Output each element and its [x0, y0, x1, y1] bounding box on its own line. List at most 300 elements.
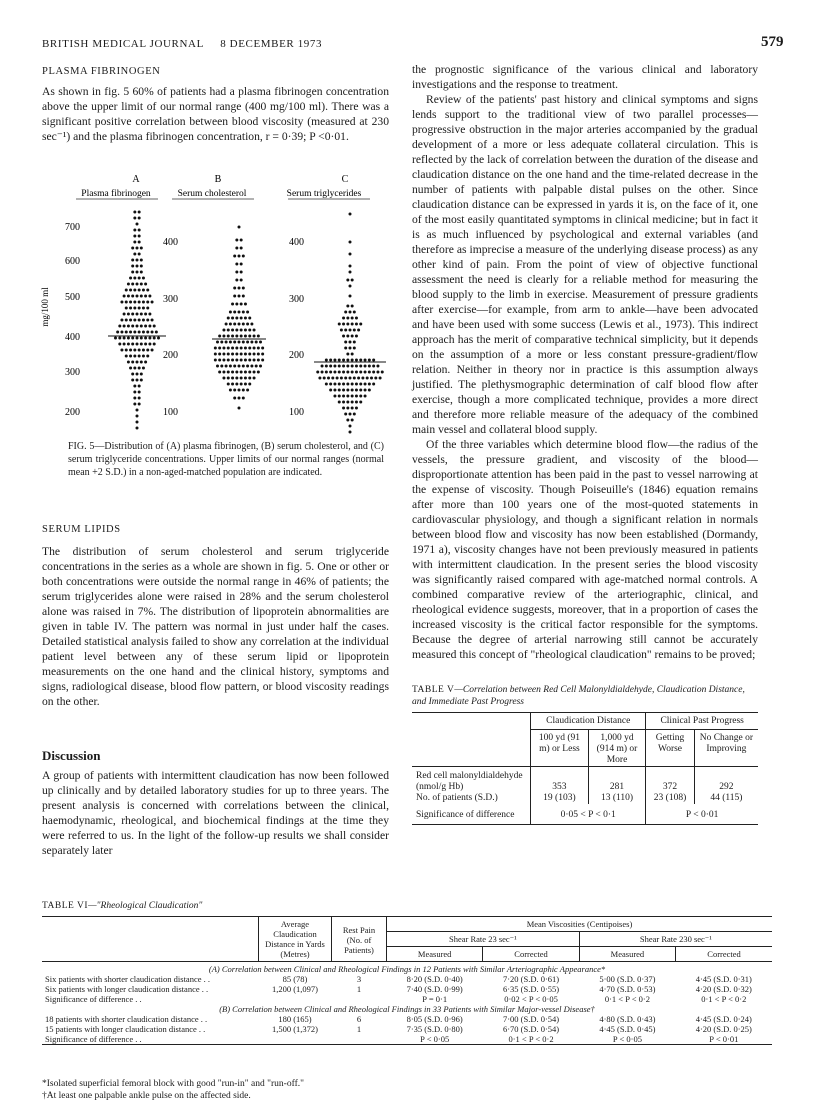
data-dot — [257, 371, 260, 374]
t6-cell: 18 patients with shorter claudication distance . . — [45, 1014, 208, 1024]
data-dot — [368, 365, 371, 368]
data-dot — [151, 331, 154, 334]
data-dot — [359, 389, 362, 392]
data-dot — [138, 217, 141, 220]
y-axis-label: mg/100 ml — [40, 287, 50, 327]
data-dot — [346, 407, 349, 410]
data-dot — [355, 335, 358, 338]
data-dot — [146, 289, 149, 292]
data-dot — [146, 301, 149, 304]
table-6-title: TABLE VI—"Rheological Claudication" — [42, 901, 203, 911]
data-dot — [261, 347, 264, 350]
data-dot — [359, 365, 362, 368]
data-dot — [325, 359, 328, 362]
data-dot — [235, 377, 238, 380]
data-dot — [144, 325, 147, 328]
data-dot — [216, 365, 219, 368]
tick-c-200: 200 — [289, 350, 304, 361]
data-dot — [218, 347, 221, 350]
data-dot — [257, 353, 260, 356]
data-dot — [218, 359, 221, 362]
tick-a-600: 600 — [65, 256, 80, 267]
data-dot — [353, 311, 356, 314]
t6-cell: 4·70 (S.D. 0·53) — [599, 984, 656, 994]
data-dot — [222, 377, 225, 380]
data-dot — [235, 263, 238, 266]
data-dot — [349, 425, 352, 428]
data-dot — [372, 365, 375, 368]
t6-cell — [332, 1034, 387, 1045]
data-dot — [359, 359, 362, 362]
data-dot — [214, 359, 217, 362]
data-dot — [349, 285, 352, 288]
data-dot — [140, 265, 143, 268]
data-dot — [346, 353, 349, 356]
data-dot — [120, 301, 123, 304]
data-dot — [240, 335, 243, 338]
table-5-caption: Correlation between Red Cell Malonyldialdehyde, Claudication Distance, and Immediate Past Progress — [412, 685, 745, 707]
data-dot — [338, 389, 341, 392]
data-dot — [138, 385, 141, 388]
right-para-2: Review of the patients' past history and clinical symptoms and signs lends support to the traditional view of two parallel processes—progressive obstruction in the major arteries accompanied by the gradual development of a more or less adequate collateral circulation. This is reflected by the lack of correlation between the duration of the disease and claudication distance on the one hand and the time-related decrease in the number of patients with palpable distal pulses on the other. Since claudication distance can be expressed in yards it is, on the face of it, one of the most easily quantitated symptoms in clinical medicine; but in fact it is as much influenced by psychological and external variables (and therefore as imprecise a measure of the underlying disease process) as any other kind of pain. From the point of view of objective functional assessment the need is clearly for a reliable method for measuring the blood supply to the limb in exercise. Measurement of pressure gradients after exercise—for example, from arm to ankle—have been advocated and have been used with some success (Lewis et al., 1973). This indirect approach has the merit of comparative technical simplicity, but it depends on the assumption of a more or less constant pressure-gradient/flow relation. Neither in theory nor in practice is this assumption always justified. The plethysmographic determination of calf blood flow after exercise, though a more complicated technique, provides a more direct and therefore more reliable measure of the adequacy of the combined main vessel and collateral blood supply. — [412, 93, 758, 436]
table-row — [42, 1034, 772, 1045]
data-dot — [374, 377, 377, 380]
data-dot — [127, 295, 130, 298]
data-dot — [368, 389, 371, 392]
data-dot — [136, 421, 139, 424]
right-para-1: the prognostic significance of the various clinical and laboratory investigations and the response to treatment. — [412, 63, 758, 91]
data-dot — [225, 365, 228, 368]
t6-cell: 5·00 (S.D. 0·37) — [599, 974, 656, 984]
data-dot — [222, 371, 225, 374]
data-dot — [138, 289, 141, 292]
data-dot — [218, 371, 221, 374]
data-dot — [346, 359, 349, 362]
data-dot — [240, 383, 243, 386]
t6-cell: 7·20 (S.D. 0·61) — [502, 974, 560, 984]
data-dot — [344, 311, 347, 314]
data-dot — [257, 359, 260, 362]
data-dot — [376, 365, 379, 368]
data-dot — [340, 377, 343, 380]
t5-row-n-label: No. of patients (S.D.) — [416, 793, 498, 803]
data-dot — [131, 373, 134, 376]
data-dot — [355, 383, 358, 386]
data-dot — [349, 253, 352, 256]
data-dot — [235, 247, 238, 250]
data-dot — [235, 335, 238, 338]
data-dot — [231, 383, 234, 386]
t5-mda-value: 292 — [719, 782, 734, 792]
data-dot — [138, 241, 141, 244]
data-dot — [133, 289, 136, 292]
data-dot — [255, 365, 258, 368]
data-dot — [138, 235, 141, 238]
data-dot — [153, 325, 156, 328]
data-dot — [136, 325, 139, 328]
data-dot — [216, 341, 219, 344]
data-dot — [242, 295, 245, 298]
t6-h-measured-230: Measured — [579, 947, 675, 962]
data-dot — [342, 323, 345, 326]
t5-col-worse: Getting Worse — [646, 730, 694, 767]
t6-h-sr23: Shear Rate 23 sec⁻¹ — [387, 932, 580, 947]
data-dot — [372, 359, 375, 362]
data-dot — [364, 365, 367, 368]
data-dot — [227, 329, 230, 332]
data-dot — [259, 365, 262, 368]
data-dot — [351, 389, 354, 392]
data-dot — [151, 319, 154, 322]
data-dot — [123, 325, 126, 328]
data-dot — [344, 347, 347, 350]
data-dot — [133, 277, 136, 280]
data-dot — [368, 371, 371, 374]
data-dot — [346, 401, 349, 404]
data-dot — [244, 371, 247, 374]
tick-a-200: 200 — [65, 407, 80, 418]
t6-cell: 1,200 (1,097) — [271, 984, 319, 994]
data-dot — [346, 383, 349, 386]
data-dot — [233, 323, 236, 326]
data-dot — [129, 307, 132, 310]
data-dot — [233, 389, 236, 392]
data-dot — [349, 265, 352, 268]
t6-h-sr230: Shear Rate 230 sec⁻¹ — [579, 932, 772, 947]
data-dot — [342, 335, 345, 338]
data-dot — [244, 335, 247, 338]
data-dot — [351, 419, 354, 422]
t5-row-mda-label-text: Red cell malonyldialdehyde (nmol/g Hb) — [416, 771, 523, 792]
data-dot — [240, 279, 243, 282]
table-5-title: TABLE V—Correlation between Red Cell Malonyldialdehyde, Claudication Distance, and Immediate Past Progress — [412, 685, 745, 707]
data-dot — [359, 401, 362, 404]
data-dot — [333, 383, 336, 386]
data-dot — [351, 335, 354, 338]
data-dot — [133, 385, 136, 388]
data-dot — [344, 413, 347, 416]
data-dot — [357, 329, 360, 332]
data-dot — [351, 359, 354, 362]
data-dot — [250, 323, 253, 326]
data-dot — [349, 311, 352, 314]
t6-cell — [259, 1034, 332, 1045]
panel-b-title: Serum cholesterol — [177, 189, 247, 199]
data-dot — [138, 397, 141, 400]
data-dot — [329, 389, 332, 392]
data-dot — [231, 303, 234, 306]
t6-h-corrected-230: Corrected — [676, 947, 772, 962]
data-dot — [253, 347, 256, 350]
t6-h-corrected-23: Corrected — [483, 947, 579, 962]
data-dot — [364, 371, 367, 374]
data-dot — [235, 383, 238, 386]
panel-a-title: Plasma fibrinogen — [81, 189, 151, 199]
t6-cell — [259, 994, 332, 1004]
lipids-text: The distribution of serum cholesterol and serum triglyceride concentrations in the series as a whole are shown in fig. 5. One or other or both concentrations were outside the normal range in 46% of patients; the serum triglycerides alone were raised in 28% and the serum cholesterol alone was raised in 7%. The distribution of lipoprotein abnormalities are given in table IV. The pattern was normal in just under half the cases. Detailed statistical analysis failed to show any correlation at the individual patient level between any of these serum lipid or lipoprotein measurements on the one hand and the clinical history, symptoms and signs, radiological disease, blood flow pattern, or blood viscosity readings on the other. — [42, 545, 389, 708]
data-dot — [120, 319, 123, 322]
data-dot — [370, 377, 373, 380]
data-dot — [238, 255, 241, 258]
lipids-heading: SERUM LIPIDS — [42, 524, 121, 535]
data-dot — [240, 371, 243, 374]
data-dot — [342, 317, 345, 320]
tick-b-300: 300 — [163, 294, 178, 305]
data-dot — [359, 371, 362, 374]
data-dot — [257, 347, 260, 350]
t6-h-rest: Rest Pain (No. of Patients) — [332, 917, 387, 962]
data-dot — [321, 371, 324, 374]
data-dot — [238, 341, 241, 344]
data-dot — [136, 427, 139, 430]
data-dot — [138, 277, 141, 280]
t6-cell: 8·05 (S.D. 0·96) — [406, 1014, 463, 1024]
data-dot — [131, 343, 134, 346]
data-dot — [229, 389, 232, 392]
data-dot — [235, 239, 238, 242]
data-dot — [359, 323, 362, 326]
data-dot — [131, 325, 134, 328]
data-dot — [120, 331, 123, 334]
table-row — [42, 1014, 772, 1024]
t5-n-value: 44 (115) — [710, 793, 743, 803]
data-dot — [136, 265, 139, 268]
data-dot — [333, 395, 336, 398]
tick-c-100: 100 — [289, 407, 304, 418]
t5-col-1000yd: 1,000 yd (914 m) or More — [588, 730, 646, 767]
data-dot — [353, 329, 356, 332]
data-dot — [253, 377, 256, 380]
data-dot — [222, 335, 225, 338]
data-dot — [325, 371, 328, 374]
data-dot — [222, 359, 225, 362]
t6-cell: 0·1 < P < 0·2 — [701, 994, 747, 1004]
data-dot — [338, 359, 341, 362]
tick-b-200: 200 — [163, 350, 178, 361]
data-dot — [138, 355, 141, 358]
discussion-heading: Discussion — [42, 748, 101, 763]
data-dot — [250, 365, 253, 368]
data-dot — [346, 305, 349, 308]
data-dot — [133, 397, 136, 400]
data-dot — [351, 407, 354, 410]
data-dot — [138, 349, 141, 352]
data-dot — [231, 347, 234, 350]
data-dot — [368, 359, 371, 362]
data-dot — [214, 353, 217, 356]
data-dot — [349, 341, 352, 344]
data-dot — [248, 359, 251, 362]
data-dot — [242, 255, 245, 258]
data-dot — [248, 335, 251, 338]
data-dot — [133, 391, 136, 394]
data-dot — [351, 401, 354, 404]
panel-c-letter: C — [341, 174, 349, 185]
t6-cell: 8·20 (S.D. 0·40) — [406, 974, 463, 984]
data-dot — [136, 337, 139, 340]
data-dot — [129, 331, 132, 334]
data-dot — [133, 403, 136, 406]
data-dot — [235, 279, 238, 282]
data-dot — [127, 313, 130, 316]
data-dot — [129, 319, 132, 322]
table-row — [42, 994, 772, 1004]
data-dot — [338, 401, 341, 404]
data-dot — [133, 319, 136, 322]
data-dot — [327, 377, 330, 380]
data-dot — [140, 295, 143, 298]
data-dot — [248, 317, 251, 320]
data-dot — [136, 409, 139, 412]
data-dot — [125, 349, 128, 352]
data-dot — [353, 341, 356, 344]
data-dot — [129, 277, 132, 280]
footnote-1: *Isolated superficial femoral block with good "run-in" and "run-off." — [42, 1079, 305, 1089]
data-dot — [127, 343, 130, 346]
data-dot — [120, 349, 123, 352]
data-dot — [231, 353, 234, 356]
t6-cell: P < 0·01 — [709, 1034, 739, 1044]
data-dot — [238, 407, 241, 410]
t5-sig-claudication: 0·05 < P < 0·1 — [531, 804, 646, 825]
data-dot — [146, 331, 149, 334]
footnote-2: †At least one palpable ankle pulse on the affected side. — [42, 1091, 251, 1101]
data-dot — [125, 289, 128, 292]
data-dot — [231, 317, 234, 320]
data-dot — [138, 403, 141, 406]
t6-cell: 1 — [356, 984, 362, 994]
data-dot — [244, 383, 247, 386]
data-dot — [338, 395, 341, 398]
data-dot — [355, 401, 358, 404]
data-dot — [240, 359, 243, 362]
data-dot — [240, 271, 243, 274]
right-column-text — [412, 62, 758, 662]
data-dot — [359, 395, 362, 398]
data-dot — [144, 361, 147, 364]
data-dot — [238, 323, 241, 326]
data-dot — [342, 371, 345, 374]
data-dot — [133, 301, 136, 304]
data-dot — [148, 337, 151, 340]
data-dot — [240, 329, 243, 332]
data-dot — [235, 359, 238, 362]
data-dot — [240, 239, 243, 242]
data-dot — [142, 355, 145, 358]
data-dot — [127, 283, 130, 286]
t6-cell: 85 (78) — [282, 974, 308, 984]
data-dot — [142, 289, 145, 292]
data-dot — [364, 359, 367, 362]
data-dot — [351, 323, 354, 326]
data-dot — [246, 311, 249, 314]
data-dot — [355, 395, 358, 398]
data-dot — [349, 347, 352, 350]
data-dot — [131, 361, 134, 364]
data-dot — [355, 323, 358, 326]
data-dot — [229, 365, 232, 368]
t5-sig-label: Significance of difference — [416, 810, 515, 820]
t5-col-100yd: 100 yd (91 m) or Less — [531, 730, 589, 767]
data-dot — [244, 329, 247, 332]
data-dot — [129, 289, 132, 292]
data-dot — [346, 335, 349, 338]
data-dot — [133, 367, 136, 370]
data-dot — [238, 365, 241, 368]
data-dot — [225, 323, 228, 326]
t6-cell: 0·1 < P < 0·2 — [604, 994, 651, 1004]
data-dot — [140, 313, 143, 316]
data-dot — [248, 353, 251, 356]
t6-cell: 4·80 (S.D. 0·43) — [599, 1014, 656, 1024]
figure-5-caption: FIG. 5—Distribution of (A) plasma fibrinogen, (B) serum cholesterol, and (C) serum triglyceride concentrations. Upper limits of our normal ranges (normal mean +2 S.D.) in a non-aged-matched population are indicated. — [68, 441, 384, 478]
data-dot — [355, 407, 358, 410]
data-dot — [136, 223, 139, 226]
data-dot — [353, 413, 356, 416]
data-dot — [240, 317, 243, 320]
issue-date: 8 DECEMBER 1973 — [220, 38, 323, 50]
data-dot — [244, 317, 247, 320]
table-6 — [42, 916, 772, 1045]
data-dot — [136, 313, 139, 316]
data-dot — [125, 331, 128, 334]
data-dot — [136, 247, 139, 250]
tick-b-400: 400 — [163, 237, 178, 248]
data-dot — [338, 323, 341, 326]
data-dot — [376, 371, 379, 374]
table-row — [42, 974, 772, 984]
data-dot — [342, 407, 345, 410]
data-dot — [140, 343, 143, 346]
data-dot — [238, 287, 241, 290]
data-dot — [246, 341, 249, 344]
data-dot — [233, 295, 236, 298]
data-dot — [133, 355, 136, 358]
data-dot — [248, 371, 251, 374]
data-dot — [136, 283, 139, 286]
t5-sig-progress: P < 0·01 — [646, 804, 758, 825]
data-dot — [351, 383, 354, 386]
data-dot — [349, 241, 352, 244]
t6-cell: 7·00 (S.D. 0·54) — [502, 1014, 560, 1024]
fibrinogen-text: As shown in fig. 5 60% of patients had a plasma fibrinogen concentration above the upper limit of our normal range (400 mg/100 ml). There was a significant positive correlation between blood viscosity (measured at 230 sec⁻¹) and the plasma fibrinogen concentration, r = 0·39; P <0·01. — [42, 85, 389, 143]
data-dot — [355, 317, 358, 320]
data-dot — [248, 383, 251, 386]
data-dot — [123, 313, 126, 316]
data-dot — [231, 371, 234, 374]
data-dot — [133, 211, 136, 214]
data-dot — [235, 371, 238, 374]
data-dot — [231, 377, 234, 380]
discussion-text: A group of patients with intermittent claudication has now been followed up clinically and by detailed laboratory studies for up to three years. The present analysis is concerned with correlations between the clinical, haemodynamic, rheological, and biochemical findings at the time they were referred to us. In the light of the follow-up results we shall consider separately later — [42, 769, 389, 857]
data-dot — [148, 325, 151, 328]
data-dot — [233, 397, 236, 400]
discussion-paragraph — [42, 768, 389, 858]
data-dot — [231, 359, 234, 362]
data-dot — [155, 331, 158, 334]
data-dot — [342, 389, 345, 392]
data-dot — [133, 235, 136, 238]
data-dot — [118, 337, 121, 340]
data-dot — [323, 377, 326, 380]
t6-cell: 4·20 (S.D. 0·25) — [695, 1024, 752, 1034]
data-dot — [338, 371, 341, 374]
data-dot — [353, 347, 356, 350]
data-dot — [246, 389, 249, 392]
data-dot — [227, 377, 230, 380]
tick-a-500: 500 — [65, 292, 80, 303]
data-dot — [140, 271, 143, 274]
